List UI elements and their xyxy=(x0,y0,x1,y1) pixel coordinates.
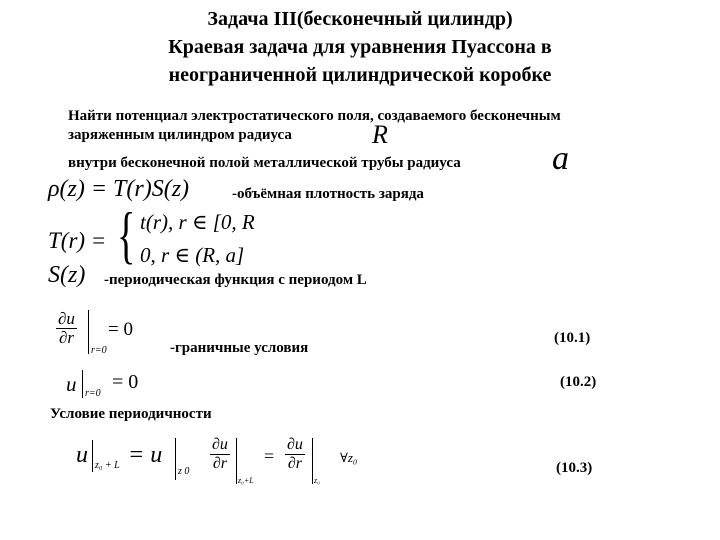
per-den-2: ∂r xyxy=(287,455,303,472)
bc1-eval-bar xyxy=(88,310,89,354)
eq-label-10-1: (10.1) xyxy=(554,330,591,346)
per-eq-u: = u xyxy=(128,442,163,468)
bc2-u: u xyxy=(66,372,77,396)
per-bar-2 xyxy=(175,438,176,480)
bc1-rhs: = 0 xyxy=(108,319,133,340)
S-function: S(z) xyxy=(48,262,86,288)
bc2-rhs: = 0 xyxy=(112,371,139,393)
rho-formula: ρ(z) = T(r)S(z) xyxy=(48,176,190,202)
radius-a: a xyxy=(552,140,569,177)
per-u1: u xyxy=(76,442,88,468)
per-num-1: ∂u xyxy=(212,436,228,453)
per-bar-4 xyxy=(312,438,313,484)
per-sub-1: z₀ + L xyxy=(95,460,120,471)
problem-line-3: внутри бесконечной полой металлической трубы радиуса xyxy=(68,155,461,171)
per-derivative-2 xyxy=(285,436,305,473)
per-bar-3 xyxy=(236,438,237,484)
brace: { xyxy=(117,199,136,270)
per-eq-2: = xyxy=(264,446,275,466)
per-num-2: ∂u xyxy=(287,436,303,453)
periodicity-title: Условие периодичности xyxy=(50,406,212,422)
bc2-eval-bar xyxy=(82,370,83,398)
per-sub-3: z₀+L xyxy=(238,476,254,485)
title-line-3: неограниченной цилиндрической коробке xyxy=(168,64,552,86)
title-line-2: Краевая задача для уравнения Пуассона в xyxy=(168,36,552,58)
radius-R: R xyxy=(372,120,388,149)
bc1-numerator: ∂u xyxy=(58,309,75,328)
bc2-subscript: r=0 xyxy=(85,388,101,399)
eq-label-10-3: (10.3) xyxy=(556,460,593,476)
S-description: -периодическая функция с периодом L xyxy=(104,272,367,288)
problem-line-1: Найти потенциал электростатического поля, создаваемого бесконечным xyxy=(68,108,561,124)
per-bar-1 xyxy=(92,440,93,472)
T-lhs: T(r) = xyxy=(48,228,107,253)
per-sub-4: z₀ xyxy=(314,476,320,485)
bc1-denominator: ∂r xyxy=(58,328,74,347)
per-den-1: ∂r xyxy=(212,455,228,472)
T-case-2: 0, r ∈ (R, a] xyxy=(140,243,245,267)
bc1-subscript: r=0 xyxy=(91,345,107,356)
rho-description: -объёмная плотность заряда xyxy=(232,186,424,202)
forall-z0: ∀z₀ xyxy=(340,450,358,465)
T-case-1: t(r), r ∈ [0, R xyxy=(140,210,255,234)
problem-line-2: заряженным цилиндром радиуса xyxy=(68,127,292,143)
title-line-1: Задача III(бесконечный цилиндр) xyxy=(207,8,513,30)
per-derivative-1 xyxy=(210,436,230,473)
eq-label-10-2: (10.2) xyxy=(560,374,597,390)
per-sub-2: z 0 xyxy=(178,466,190,477)
bc-description: -граничные условия xyxy=(170,340,309,356)
bc1-derivative xyxy=(56,310,77,347)
